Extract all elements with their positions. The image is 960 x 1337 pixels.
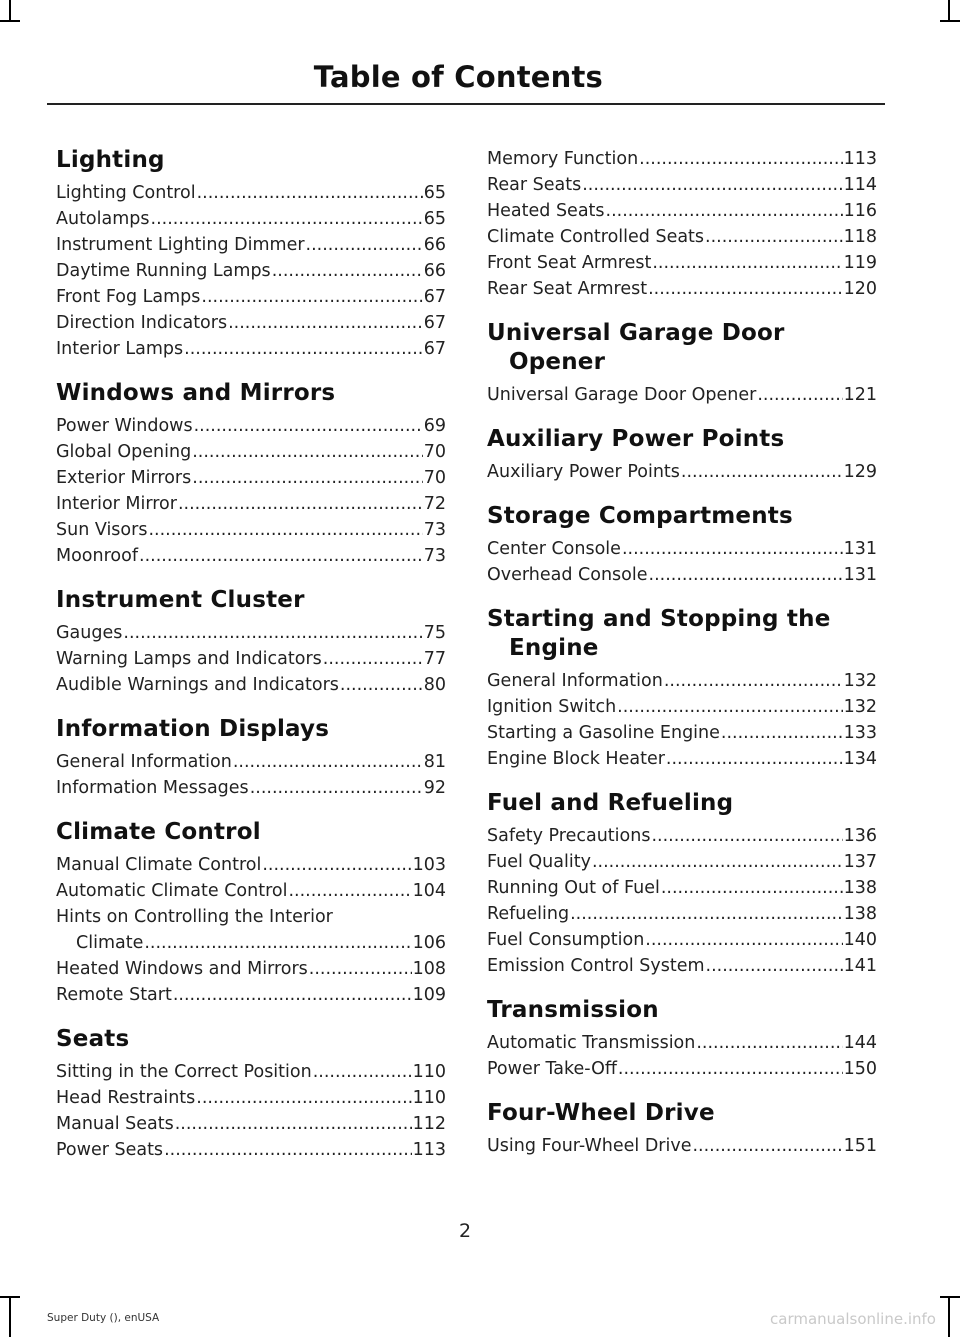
- section-heading-text: Four-Wheel Drive: [487, 1100, 715, 1126]
- section-heading: [56, 146, 446, 175]
- toc-entry-label: General Information: [487, 671, 663, 691]
- section-heading: [56, 379, 446, 408]
- toc-entry-page: 140: [843, 930, 877, 950]
- page-title: Table of Contents: [313, 60, 603, 94]
- dot-leader: [250, 775, 423, 801]
- dot-leader: [570, 901, 843, 927]
- dot-leader: [144, 930, 411, 956]
- toc-entry-label-line2: Climate: [76, 933, 144, 953]
- dot-leader: [272, 258, 423, 284]
- dot-leader: [648, 276, 842, 302]
- toc-entry[interactable]: [56, 206, 446, 232]
- toc-entry[interactable]: [56, 1111, 446, 1137]
- toc-entry-page: 70: [423, 468, 446, 488]
- toc-entry[interactable]: [487, 901, 877, 927]
- dot-leader: [666, 746, 843, 772]
- crop-mark-top-left: [9, 0, 11, 20]
- dot-leader: [178, 491, 423, 517]
- toc-entry-page: 104: [412, 881, 446, 901]
- toc-entry[interactable]: [487, 198, 877, 224]
- dot-leader: [721, 720, 843, 746]
- section-heading-text: Fuel and Refueling: [487, 790, 734, 816]
- section-heading: [487, 996, 877, 1025]
- toc-entry-label: Manual Climate Control: [56, 855, 262, 875]
- toc-entry[interactable]: [487, 953, 877, 979]
- toc-entry-page: 67: [423, 339, 446, 359]
- section-heading-text: Instrument Cluster: [56, 587, 305, 613]
- toc-entry[interactable]: [487, 875, 877, 901]
- toc-entry-page: 73: [423, 520, 446, 540]
- section-heading: [56, 1025, 446, 1054]
- toc-entry-label: Rear Seat Armrest: [487, 279, 648, 299]
- toc-entry-label: Fuel Quality: [487, 852, 591, 872]
- toc-entry[interactable]: [487, 849, 877, 875]
- toc-entry[interactable]: [487, 250, 877, 276]
- toc-entry[interactable]: [56, 180, 446, 206]
- toc-entry-page: 136: [843, 826, 877, 846]
- toc-entry[interactable]: [487, 1133, 877, 1159]
- section-heading: [487, 319, 877, 377]
- dot-leader: [139, 543, 423, 569]
- dot-leader: [175, 1111, 412, 1137]
- toc-entry[interactable]: [56, 284, 446, 310]
- toc-entry-label: Safety Precautions: [487, 826, 651, 846]
- toc-entry[interactable]: [487, 694, 877, 720]
- toc-entry-page: 75: [423, 623, 446, 643]
- toc-entry[interactable]: [487, 823, 877, 849]
- toc-entry-page: 120: [843, 279, 877, 299]
- section-heading: [487, 789, 877, 818]
- toc-entry-label: Climate Controlled Seats: [487, 227, 705, 247]
- toc-entry-label: Universal Garage Door Opener: [487, 385, 757, 405]
- toc-entry-page: 138: [843, 878, 877, 898]
- toc-entry[interactable]: [56, 904, 446, 956]
- toc-entry-page: 116: [843, 201, 877, 221]
- toc-entry-label: Using Four-Wheel Drive: [487, 1136, 692, 1156]
- crop-mark-bottom-left: [9, 1296, 11, 1337]
- crop-mark-top-right: [948, 0, 950, 20]
- toc-entry[interactable]: [56, 517, 446, 543]
- toc-entry-page: 132: [843, 697, 877, 717]
- toc-entry-page: 119: [843, 253, 877, 273]
- dot-leader: [233, 749, 423, 775]
- toc-entry[interactable]: [487, 1030, 877, 1056]
- toc-entry-page: 67: [423, 287, 446, 307]
- toc-entry[interactable]: [487, 146, 877, 172]
- toc-entry[interactable]: [56, 956, 446, 982]
- dot-leader: [706, 953, 843, 979]
- toc-entry-page: 66: [423, 261, 446, 281]
- toc-entry-label: Engine Block Heater: [487, 749, 665, 769]
- dot-leader: [228, 310, 423, 336]
- toc-entry-page: 77: [423, 649, 446, 669]
- toc-entry-page: 118: [843, 227, 877, 247]
- toc-entry-label: Global Opening: [56, 442, 192, 462]
- watermark-text: carmanualsonline.info: [770, 1310, 936, 1328]
- toc-entry[interactable]: [56, 310, 446, 336]
- dot-leader: [148, 517, 422, 543]
- toc-entry[interactable]: [487, 720, 877, 746]
- toc-entry-page: 110: [412, 1062, 446, 1082]
- toc-entry[interactable]: [56, 491, 446, 517]
- toc-entry-label: Sitting in the Correct Position: [56, 1062, 312, 1082]
- toc-entry-page: 131: [843, 565, 877, 585]
- toc-entry[interactable]: [56, 465, 446, 491]
- toc-entry-label: Warning Lamps and Indicators: [56, 649, 322, 669]
- section-heading-text: Transmission: [487, 997, 659, 1023]
- toc-entry-page: 66: [423, 235, 446, 255]
- crop-mark-bottom-right: [940, 1296, 960, 1298]
- edition-label: Super Duty (), enUSA: [47, 1312, 160, 1324]
- section-heading: [56, 586, 446, 615]
- toc-entry-page: 65: [423, 183, 446, 203]
- dot-leader: [192, 465, 422, 491]
- toc-entry-page: 112: [412, 1114, 446, 1134]
- toc-entry-label: Running Out of Fuel: [487, 878, 660, 898]
- toc-entry-label: Automatic Transmission: [487, 1033, 696, 1053]
- toc-entry-page: 110: [412, 1088, 446, 1108]
- toc-entry-label: Automatic Climate Control: [56, 881, 288, 901]
- toc-entry-label: Center Console: [487, 539, 621, 559]
- dot-leader: [617, 694, 842, 720]
- header-divider: [47, 103, 885, 105]
- toc-entry[interactable]: [487, 459, 877, 485]
- toc-entry-page: 113: [843, 149, 877, 169]
- dot-leader: [639, 146, 842, 172]
- toc-entry[interactable]: [487, 172, 877, 198]
- toc-entry[interactable]: [56, 878, 446, 904]
- toc-entry-page: 131: [843, 539, 877, 559]
- page-number: 2: [458, 1220, 472, 1242]
- dot-leader: [757, 382, 842, 408]
- toc-entry[interactable]: [56, 1085, 446, 1111]
- toc-entry-page: 92: [423, 778, 446, 798]
- toc-entry-label: Hints on Controlling the Interior: [56, 907, 333, 927]
- toc-entry[interactable]: [487, 746, 877, 772]
- section-heading-continuation: Engine: [509, 635, 599, 661]
- toc-entry-page: 141: [843, 956, 877, 976]
- toc-entry-label: Gauges: [56, 623, 123, 643]
- dot-leader: [696, 1030, 842, 1056]
- dot-leader: [681, 459, 843, 485]
- toc-entry-label: Manual Seats: [56, 1114, 174, 1134]
- toc-entry[interactable]: [56, 1137, 446, 1163]
- section-heading: [56, 715, 446, 744]
- toc-entry[interactable]: [56, 1059, 446, 1085]
- dot-leader: [651, 823, 842, 849]
- toc-entry-label: Front Fog Lamps: [56, 287, 201, 307]
- dot-leader: [649, 562, 843, 588]
- toc-entry-label: Fuel Consumption: [487, 930, 645, 950]
- toc-entry[interactable]: [487, 562, 877, 588]
- toc-entry[interactable]: [56, 336, 446, 362]
- toc-left-column: [56, 146, 446, 1163]
- toc-entry[interactable]: [56, 646, 446, 672]
- toc-entry[interactable]: [56, 852, 446, 878]
- section-heading-text: Auxiliary Power Points: [487, 426, 785, 452]
- dot-leader: [592, 849, 843, 875]
- toc-entry-continuation: [56, 930, 446, 956]
- toc-entry[interactable]: [56, 672, 446, 698]
- toc-entry-page: 114: [843, 175, 877, 195]
- toc-entry-page: 67: [423, 313, 446, 333]
- toc-entry-label: Power Seats: [56, 1140, 164, 1160]
- dot-leader: [661, 875, 843, 901]
- section-heading-text: Starting and Stopping the: [487, 606, 831, 632]
- dot-leader: [192, 439, 423, 465]
- toc-entry[interactable]: [487, 1056, 877, 1082]
- toc-entry-page: 80: [423, 675, 446, 695]
- toc-entry-label: Rear Seats: [487, 175, 582, 195]
- toc-entry[interactable]: [56, 775, 446, 801]
- dot-leader: [652, 250, 842, 276]
- toc-entry[interactable]: [56, 413, 446, 439]
- section-heading-text: Seats: [56, 1026, 130, 1052]
- toc-entry[interactable]: [487, 536, 877, 562]
- toc-entry-page: 132: [843, 671, 877, 691]
- toc-entry[interactable]: [56, 543, 446, 569]
- toc-entry-label: Daytime Running Lamps: [56, 261, 271, 281]
- toc-entry[interactable]: [56, 620, 446, 646]
- toc-entry-label: Sun Visors: [56, 520, 148, 540]
- section-heading-text: Climate Control: [56, 819, 261, 845]
- dot-leader: [618, 1056, 843, 1082]
- toc-entry-page: 65: [423, 209, 446, 229]
- toc-entry-page: 150: [843, 1059, 877, 1079]
- toc-entry-label: Moonroof: [56, 546, 138, 566]
- toc-entry-page: 72: [423, 494, 446, 514]
- dot-leader: [323, 646, 423, 672]
- dot-leader: [184, 336, 423, 362]
- toc-entry-label: Exterior Mirrors: [56, 468, 192, 488]
- dot-leader: [606, 198, 843, 224]
- toc-entry-page: 81: [423, 752, 446, 772]
- dot-leader: [664, 668, 843, 694]
- toc-entry-label: Head Restraints: [56, 1088, 196, 1108]
- dot-leader: [692, 1133, 842, 1159]
- dot-leader: [645, 927, 842, 953]
- toc-entry-label: Front Seat Armrest: [487, 253, 652, 273]
- toc-entry-page: 121: [843, 385, 877, 405]
- section-heading-text: Storage Compartments: [487, 503, 793, 529]
- toc-entry[interactable]: [56, 982, 446, 1008]
- dot-leader: [306, 232, 423, 258]
- dot-leader: [196, 1085, 411, 1111]
- toc-entry-label: Autolamps: [56, 209, 150, 229]
- dot-leader: [194, 413, 423, 439]
- toc-entry[interactable]: [487, 224, 877, 250]
- toc-entry-page: 103: [412, 855, 446, 875]
- dot-leader: [288, 878, 411, 904]
- toc-entry-label: Power Windows: [56, 416, 193, 436]
- toc-entry-page: 133: [843, 723, 877, 743]
- toc-entry-page: 134: [843, 749, 877, 769]
- toc-entry-page: 113: [412, 1140, 446, 1160]
- dot-leader: [197, 180, 423, 206]
- dot-leader: [164, 1137, 412, 1163]
- section-heading-continuation: Opener: [509, 349, 606, 375]
- toc-entry[interactable]: [487, 382, 877, 408]
- toc-entry-page: 73: [423, 546, 446, 566]
- toc-entry-label: Information Messages: [56, 778, 249, 798]
- dot-leader: [705, 224, 843, 250]
- toc-entry-label: Heated Windows and Mirrors: [56, 959, 308, 979]
- toc-entry-label: Overhead Console: [487, 565, 648, 585]
- section-heading: [487, 502, 877, 531]
- toc-entry-label: Interior Lamps: [56, 339, 184, 359]
- toc-entry[interactable]: [487, 276, 877, 302]
- toc-entry-page: 138: [843, 904, 877, 924]
- dot-leader: [582, 172, 842, 198]
- section-heading: [487, 1099, 877, 1128]
- toc-entry-label: Heated Seats: [487, 201, 605, 221]
- toc-entry-label: Lighting Control: [56, 183, 196, 203]
- toc-entry[interactable]: [487, 927, 877, 953]
- section-heading-text: Lighting: [56, 147, 165, 173]
- section-heading: [487, 605, 877, 663]
- section-heading-text: Information Displays: [56, 716, 330, 742]
- toc-entry[interactable]: [56, 232, 446, 258]
- toc-entry[interactable]: [56, 258, 446, 284]
- crop-mark-top-right: [940, 20, 960, 22]
- toc-entry-label: Remote Start: [56, 985, 172, 1005]
- toc-entry-page: 109: [412, 985, 446, 1005]
- toc-entry-page: 151: [843, 1136, 877, 1156]
- toc-entry-label: Emission Control System: [487, 956, 705, 976]
- toc-entry-label: Ignition Switch: [487, 697, 617, 717]
- toc-entry-page: 137: [843, 852, 877, 872]
- dot-leader: [151, 206, 423, 232]
- dot-leader: [340, 672, 423, 698]
- toc-right-column: [487, 146, 877, 1159]
- dot-leader: [123, 620, 422, 646]
- toc-entry-page: 69: [423, 416, 446, 436]
- dot-leader: [201, 284, 422, 310]
- section-heading: [56, 818, 446, 847]
- crop-mark-bottom-right: [948, 1296, 950, 1337]
- dot-leader: [173, 982, 412, 1008]
- toc-entry-label: Interior Mirror: [56, 494, 177, 514]
- crop-mark-top-left: [0, 20, 20, 22]
- toc-entry-label: Starting a Gasoline Engine: [487, 723, 720, 743]
- toc-entry[interactable]: [56, 749, 446, 775]
- section-heading-text: Windows and Mirrors: [56, 380, 336, 406]
- dot-leader: [622, 536, 843, 562]
- toc-entry-page: 129: [843, 462, 877, 482]
- section-heading: [487, 425, 877, 454]
- toc-entry-label: Auxiliary Power Points: [487, 462, 680, 482]
- dot-leader: [313, 1059, 412, 1085]
- toc-entry-label: Audible Warnings and Indicators: [56, 675, 339, 695]
- toc-entry[interactable]: [56, 439, 446, 465]
- dot-leader: [262, 852, 411, 878]
- toc-entry-page: 108: [412, 959, 446, 979]
- toc-entry-page: 144: [843, 1033, 877, 1053]
- toc-entry-page: 70: [423, 442, 446, 462]
- toc-entry[interactable]: [487, 668, 877, 694]
- toc-entry-label: General Information: [56, 752, 232, 772]
- dot-leader: [309, 956, 412, 982]
- toc-entry-label: Instrument Lighting Dimmer: [56, 235, 305, 255]
- toc-entry-page: 106: [412, 933, 446, 953]
- toc-entry-label: Refueling: [487, 904, 570, 924]
- toc-entry-label: Memory Function: [487, 149, 639, 169]
- toc-entry-label: Direction Indicators: [56, 313, 228, 333]
- toc-entry-label: Power Take-Off: [487, 1059, 617, 1079]
- section-heading-text: Universal Garage Door: [487, 320, 785, 346]
